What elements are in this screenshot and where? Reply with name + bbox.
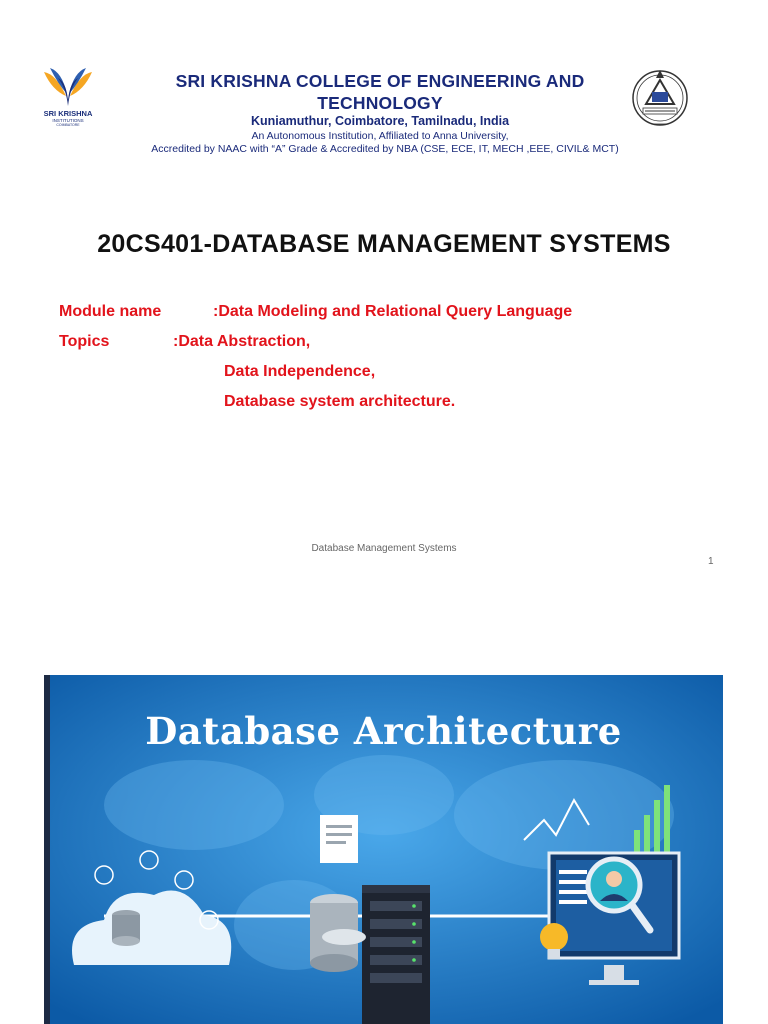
server-icon	[362, 885, 430, 1024]
module-label: Module name	[59, 303, 162, 320]
database-icon	[310, 894, 366, 972]
logo-city: COIMBATORE	[56, 123, 80, 127]
banner-title: Database Architecture	[145, 709, 622, 753]
slide-title: 20CS401-DATABASE MANAGEMENT SYSTEMS	[97, 230, 671, 258]
page-number: 1	[708, 556, 714, 567]
topics-label: Topics	[59, 333, 110, 350]
college-location: Kuniamuthur, Coimbatore, Tamilnadu, India	[250, 114, 510, 128]
slide-footer: Database Management Systems	[311, 543, 457, 554]
nba-emblem-icon	[630, 66, 690, 132]
document-icon	[320, 815, 358, 863]
topic-item: Database system architecture.	[224, 393, 456, 410]
topic-item: :Data Abstraction,	[173, 333, 311, 350]
college-logo	[36, 66, 100, 136]
accreditation-line: Accredited by NAAC with “A” Grade & Accredited by NBA (CSE, ECE, IT, MECH ,EEE, CIVIL& MCT)	[151, 143, 619, 155]
module-value: :Data Modeling and Relational Query Language	[213, 303, 573, 320]
college-name-line-2: TECHNOLOGY	[317, 93, 443, 113]
college-name	[110, 70, 650, 114]
database-architecture-banner	[44, 675, 723, 1024]
logo-subtitle: INSTITUTIONS	[52, 118, 84, 123]
autonomous-line: An Autonomous Institution, Affiliated to Anna University,	[251, 130, 509, 142]
college-name-line-1: SRI KRISHNA COLLEGE OF ENGINEERING AND	[175, 71, 585, 91]
college-logo-icon	[36, 66, 100, 110]
logo-name: SRI KRISHNA	[43, 109, 93, 118]
topic-item: Data Independence,	[224, 363, 376, 380]
